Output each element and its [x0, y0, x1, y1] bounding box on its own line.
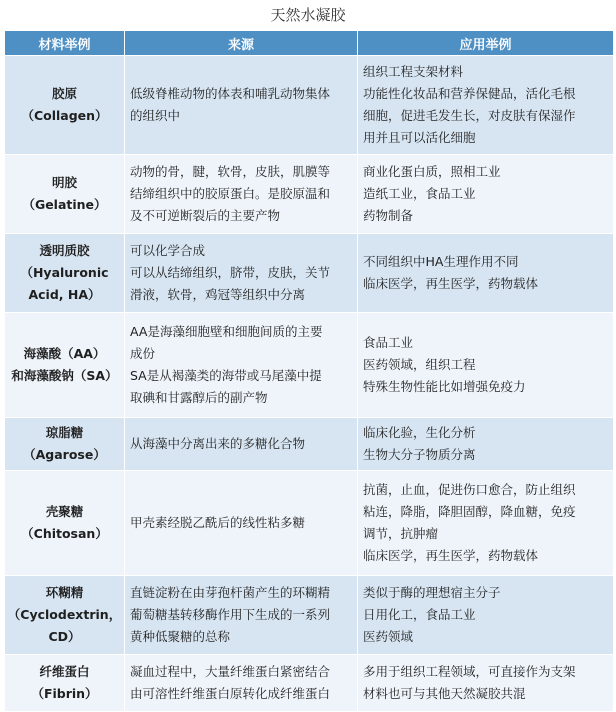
application-line: 调节，抗肿瘤	[363, 526, 439, 541]
material-name-line: 纤维蛋白	[39, 664, 90, 679]
material-name-cell	[5, 655, 124, 711]
application-line: 食品工业	[363, 335, 414, 350]
application-line: 材料也可与其他天然凝胶共混	[363, 686, 526, 701]
source-line: 黄种低聚糖的总称	[130, 629, 231, 644]
source-line: 凝血过程中，大量纤维蛋白紧密结合	[130, 664, 331, 679]
material-name-cell	[5, 313, 124, 417]
application-line: 粘连，降脂，降胆固醇，降血糖，免疫	[363, 504, 576, 519]
application-line: 抗菌，止血，促进伤口愈合，防止组织	[363, 482, 576, 497]
source-cell	[125, 655, 357, 711]
material-name-line: （Chitosan）	[21, 526, 108, 541]
material-name-line: 透明质胶	[39, 243, 90, 258]
source-line: 成份	[130, 346, 156, 361]
application-line: 用并且可以活化细胞	[363, 130, 476, 145]
source-line: 及不可逆断裂后的主要产物	[130, 208, 281, 223]
material-name-line: CD）	[48, 629, 81, 644]
source-cell	[125, 234, 357, 312]
source-cell	[125, 576, 357, 654]
header-application: 应用举例	[358, 31, 613, 55]
material-name-line: 海藻酸（AA）	[23, 346, 106, 361]
table-row	[5, 576, 613, 654]
source-cell	[125, 56, 357, 154]
application-line: 造纸工业，食品工业	[363, 186, 476, 201]
source-cell	[125, 471, 357, 575]
table-row	[5, 655, 613, 711]
table-row	[5, 155, 613, 233]
material-name-line: 琼脂糖	[45, 425, 84, 440]
application-line: 药物制备	[363, 208, 414, 223]
material-name-line: 环糊精	[45, 585, 84, 600]
material-name-line: （Hyaluronic	[20, 265, 109, 280]
application-cell	[358, 576, 613, 654]
source-line: 动物的骨，腱，软骨，皮肤，肌膜等	[130, 164, 331, 179]
source-line: 甲壳素经脱乙酰后的线性粘多糖	[130, 515, 306, 530]
table-row	[5, 471, 613, 575]
material-name-cell	[5, 576, 124, 654]
application-cell	[358, 313, 613, 417]
source-line: 低级脊椎动物的体表和哺乳动物集体	[130, 86, 331, 101]
application-line: 类似于酶的理想宿主分子	[363, 585, 501, 600]
application-line: 组织工程支架材料	[363, 64, 464, 79]
material-name-line: （Fibrin）	[31, 686, 98, 701]
source-line: 由可溶性纤维蛋白原转化成纤维蛋白	[130, 686, 331, 701]
source-line: 从海藻中分离出来的多糖化合物	[130, 436, 306, 451]
source-line: 直链淀粉在由芽孢杆菌产生的环糊精	[130, 585, 331, 600]
application-cell	[358, 418, 613, 470]
application-line: 多用于组织工程领域，可直接作为支架	[363, 664, 576, 679]
material-name-cell	[5, 471, 124, 575]
application-cell	[358, 155, 613, 233]
page-title: 天然水凝胶	[270, 6, 346, 24]
material-name-line: （Agarose）	[23, 447, 106, 462]
application-line: 临床医学，再生医学，药物载体	[363, 276, 539, 291]
material-name-cell	[5, 56, 124, 154]
table-header-row	[5, 31, 613, 55]
material-name-line: （Gelatine）	[22, 197, 107, 212]
material-name-cell	[5, 234, 124, 312]
source-line: 取碘和甘露醇后的副产物	[130, 390, 268, 405]
application-line: 特殊生物性能比如增强免疫力	[363, 379, 526, 394]
application-line: 商业化蛋白质，照相工业	[363, 164, 501, 179]
application-line: 临床医学，再生医学，药物载体	[363, 548, 539, 563]
source-line: AA是海藻细胞壁和细胞间质的主要	[130, 324, 323, 339]
table-row	[5, 234, 613, 312]
application-line: 细胞，促进毛发生长，对皮肤有保湿作	[363, 108, 576, 123]
source-line: 葡萄糖基转移酶作用下生成的一系列	[130, 607, 331, 622]
application-line: 不同组织中HA生理作用不同	[363, 254, 519, 269]
application-cell	[358, 56, 613, 154]
application-line: 生物大分子物质分离	[363, 447, 476, 462]
table-row	[5, 418, 613, 470]
application-line: 功能性化妆品和营养保健品，活化毛根	[363, 86, 576, 101]
source-line: 滑液，软骨，鸡冠等组织中分离	[130, 287, 306, 302]
table-row	[5, 56, 613, 154]
application-cell	[358, 471, 613, 575]
application-line: 医药领域	[363, 629, 414, 644]
application-line: 临床化验，生化分析	[363, 425, 476, 440]
header-source: 来源	[125, 31, 357, 55]
source-line: 的组织中	[130, 108, 181, 123]
material-name-line: 和海藻酸钠（SA）	[11, 368, 118, 383]
source-line: 可以从结缔组织，脐带，皮肤，关节	[130, 265, 331, 280]
material-name-line: Acid, HA）	[28, 287, 101, 302]
material-name-line: （Collagen）	[21, 108, 108, 123]
material-name-line: 胶原	[51, 86, 77, 101]
source-line: 结缔组织中的胶原蛋白。是胶原温和	[130, 186, 331, 201]
application-cell	[358, 655, 613, 711]
source-cell	[125, 313, 357, 417]
application-line: 医药领域，组织工程	[363, 357, 476, 372]
source-line: 可以化学合成	[130, 243, 206, 258]
table-row	[5, 313, 613, 417]
application-cell	[358, 234, 613, 312]
material-name-cell	[5, 155, 124, 233]
material-name-line: 壳聚糖	[45, 504, 84, 519]
hydrogel-table	[4, 30, 614, 712]
material-name-cell	[5, 418, 124, 470]
source-line: SA是从褐藻类的海带或马尾藻中提	[130, 368, 322, 383]
source-cell	[125, 155, 357, 233]
material-name-line: 明胶	[51, 175, 77, 190]
source-cell	[125, 418, 357, 470]
application-line: 日用化工，食品工业	[363, 607, 476, 622]
header-material: 材料举例	[5, 31, 124, 55]
material-name-line: （Cyclodextrin，	[7, 607, 122, 622]
